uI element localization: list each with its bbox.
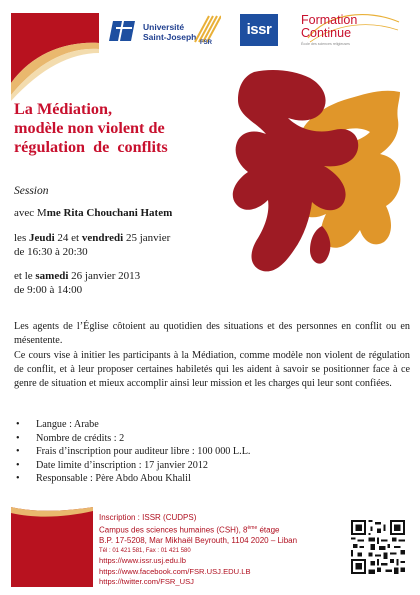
d1-middle: 24 et	[54, 232, 82, 244]
facebook-link[interactable]: https://www.facebook.com/FSR.USJ.EDU.LB	[99, 566, 251, 576]
session-dates-2	[14, 270, 140, 297]
session-label: Session	[14, 185, 49, 197]
session-days-1	[14, 232, 170, 246]
contact-block	[99, 513, 297, 587]
list-item: • Frais d’inscription pour auditeur libre : 100 000 L.L.	[14, 445, 250, 459]
d1-day-thursday: Jeudi	[28, 232, 55, 244]
campus-line	[99, 523, 297, 536]
title-line1: La Médiation,	[14, 100, 113, 118]
address-line: B.P. 17-5208, Mar Mikhaël Beyrouth, 1104 2020 – Liban	[99, 536, 298, 546]
usj-label-line2: Saint-Joseph	[143, 32, 197, 42]
formation-continue-logo	[301, 14, 357, 40]
campus-text: Campus des sciences humaines (CSH), 8	[99, 525, 248, 535]
twitter-link[interactable]: https://twitter.com/FSR_USJ	[99, 576, 194, 586]
d1-prefix: les	[14, 232, 29, 244]
d2-suffix: 26 janvier 2013	[68, 270, 141, 282]
decorative-corner-swoosh-top	[11, 13, 99, 101]
title-line3: régulation de conflits	[14, 138, 168, 156]
session-time-2: de 9:00 à 14:00	[14, 283, 83, 296]
course-details-list	[14, 418, 250, 486]
d1-suffix: 25 janvier	[123, 232, 171, 244]
session-dates-1	[14, 232, 170, 259]
d2-prefix: et le	[14, 270, 36, 282]
formation-label: Formation	[301, 13, 358, 27]
presenter-name: me Rita Chouchani Hatem	[46, 207, 173, 219]
usj-label-line1: Université	[143, 22, 185, 32]
presenter-prefix: avec M	[14, 207, 47, 219]
phone-line: Tél : 01 421 581, Fax : 01 421 580	[99, 548, 191, 555]
page-title	[14, 100, 214, 157]
inscription-line: Inscription : ISSR (CUDPS)	[99, 513, 197, 522]
website-link[interactable]: https://www.issr.usj.edu.lb	[99, 556, 186, 566]
title-line2: modèle non violent de	[14, 119, 165, 137]
continue-label: Continue	[301, 26, 352, 40]
session-days-2	[14, 270, 140, 284]
description-paragraph-2: Ce cours vise à initier les participants à la Médiation, comme modèle non violent de régulation de conflit, et à leur proposer certaines habiletés qui les aident à savoir se positionner face à ce genre de situation et mieux accomplir ainsi leur mission et les charges qui leur sont confiées.	[14, 350, 410, 389]
hands-illustration	[214, 64, 406, 284]
decorative-corner-swoosh-bottom	[11, 507, 93, 587]
issr-logo: issr	[240, 14, 278, 46]
d1-day-friday: vendredi	[81, 232, 124, 244]
campus-floor: étage	[257, 525, 280, 535]
description-paragraph-1: Les agents de l’Église côtoient au quotidien des situations et des personnes en conflit ou en mésentente.	[14, 321, 410, 346]
list-item: • Langue : Arabe	[14, 418, 250, 432]
session-time-1: de 16:30 à 20:30	[14, 245, 88, 258]
d2-day-saturday: samedi	[35, 270, 69, 282]
qr-code-icon[interactable]	[351, 520, 405, 574]
fsr-logo-label: FSR	[200, 40, 212, 46]
list-item: • Date limite d’inscription : 17 janvier 2012	[14, 459, 250, 473]
usj-logo-icon	[108, 18, 138, 44]
list-item: • Responsable : Père Abdo Abou Khalil	[14, 472, 250, 486]
formation-continue-subtitle: École des sciences religieuses	[301, 42, 350, 46]
usj-logo-label	[143, 22, 196, 42]
presenter-line	[14, 207, 172, 221]
list-item: • Nombre de crédits : 2	[14, 432, 250, 446]
campus-superscript: ème	[247, 525, 258, 532]
